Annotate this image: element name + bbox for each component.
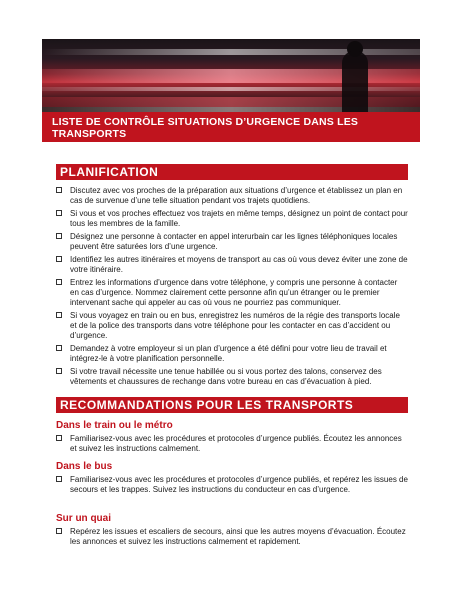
checkbox-icon [56, 210, 62, 216]
list-item: Identifiez les autres itinéraires et moyens de transport au cas où vous devez éviter une zone de votre itinéraire. [56, 255, 408, 275]
section-heading-recommandations: RECOMMANDATIONS POUR LES TRANSPORTS [56, 397, 408, 413]
planification-list [56, 186, 408, 390]
checkbox-icon [56, 256, 62, 262]
checkbox-icon [56, 312, 62, 318]
list-item: Entrez les informations d’urgence dans votre téléphone, y compris une personne à contacter en cas d’urgence. Nommez clairement cette personne afin qu’un étranger ou le premier intervenant sache qui appeler au cas où vous ne pourriez pas communiquer. [56, 278, 408, 308]
checkbox-icon [56, 187, 62, 193]
checkbox-icon [56, 368, 62, 374]
train-list [56, 434, 408, 457]
list-item: Repérez les issues et escaliers de secours, ainsi que les autres moyens d’évacuation. Écoutez les annonces et suivez les instructions calmement et rapidement. [56, 527, 408, 547]
list-item: Désignez une personne à contacter en appel interurbain car les lignes téléphoniques locales peuvent être saturées lors d’une urgence. [56, 232, 408, 252]
checkbox-icon [56, 528, 62, 534]
bus-list [56, 475, 408, 498]
list-item: Si votre travail nécessite une tenue habillée ou si vous portez des talons, conservez des vêtements et chaussures de rechange dans votre bureau en cas d’évacuation à pied. [56, 367, 408, 387]
page-title: LISTE DE CONTRÔLE SITUATIONS D’URGENCE DANS LES TRANSPORTS [52, 116, 359, 140]
list-item: Si vous voyagez en train ou en bus, enregistrez les numéros de la régie des transports locale et de la police des transports dans votre téléphone pour les contacter en cas d’accident ou d’urgence. [56, 311, 408, 341]
checkbox-icon [56, 233, 62, 239]
subheading-quai: Sur un quai [56, 513, 111, 524]
section-heading-planification: PLANIFICATION [56, 164, 408, 180]
checkbox-icon [56, 476, 62, 482]
list-item: Familiarisez-vous avec les procédures et protocoles d’urgence publiés, et repérez les issues de secours et les trappes. Suivez les instructions du conducteur en cas d’urgence. [56, 475, 408, 495]
banner-photo [42, 39, 420, 117]
subheading-train: Dans le train ou le métro [56, 420, 173, 431]
list-item: Si vous et vos proches effectuez vos trajets en même temps, désignez un point de contact pour tous les membres de la famille. [56, 209, 408, 229]
checkbox-icon [56, 279, 62, 285]
title-bar [42, 112, 420, 142]
list-item: Familiarisez-vous avec les procédures et protocoles d’urgence publiés. Écoutez les annonces et suivez les instructions calmement. [56, 434, 408, 454]
subheading-bus: Dans le bus [56, 461, 113, 472]
checkbox-icon [56, 435, 62, 441]
list-item: Demandez à votre employeur si un plan d’urgence a été défini pour votre lieu de travail et intégrez-le à votre planification personnelle. [56, 344, 408, 364]
checkbox-icon [56, 345, 62, 351]
quai-list [56, 527, 408, 550]
list-item: Discutez avec vos proches de la préparation aux situations d’urgence et établissez un plan en cas de survenue d’une telle situation pendant vos trajets quotidiens. [56, 186, 408, 206]
